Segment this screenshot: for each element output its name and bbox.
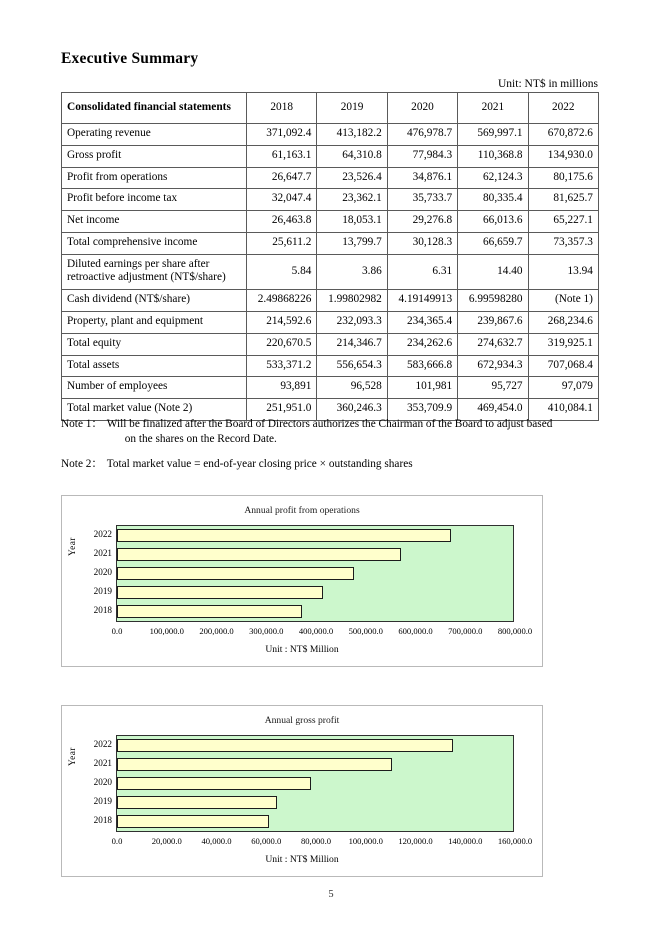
chart-y-tick-label: 2021 — [93, 757, 112, 768]
page-number: 5 — [328, 889, 334, 900]
table-row-label: Total equity — [62, 333, 247, 355]
table-cell: 556,654.3 — [317, 355, 387, 377]
table-cell: 214,346.7 — [317, 333, 387, 355]
table-cell: 413,182.2 — [317, 124, 387, 146]
table-row — [62, 333, 599, 355]
chart-x-tick-label: 700,000.0 — [448, 626, 483, 636]
table-row-label: Total comprehensive income — [62, 232, 247, 254]
table-header-year: 2022 — [528, 93, 598, 124]
table-cell: 14.40 — [458, 254, 528, 290]
chart-bar-row — [117, 545, 513, 564]
note-text: Total market value = end-of-year closing price × outstanding shares — [106, 457, 413, 470]
table-row — [62, 189, 599, 211]
chart-x-tick-label: 400,000.0 — [298, 626, 334, 636]
table-row-label: Diluted earnings per share after retroactive adjustment (NT$/share) — [62, 254, 247, 290]
table-cell: 66,659.7 — [458, 232, 528, 254]
table-cell: 274,632.7 — [458, 333, 528, 355]
table-cell: 5.84 — [247, 254, 317, 290]
chart-y-tick-label: 2020 — [93, 776, 112, 787]
table-cell: 220,670.5 — [247, 333, 317, 355]
chart-bar — [117, 567, 354, 579]
table-cell: 134,930.0 — [528, 145, 598, 167]
note-item — [61, 417, 601, 448]
chart-title: Annual gross profit — [264, 715, 340, 726]
chart-bar-row — [117, 602, 513, 621]
table-cell: 34,876.1 — [387, 167, 457, 189]
chart-bar — [117, 548, 401, 560]
chart-bar — [117, 605, 302, 617]
table-row — [62, 145, 599, 167]
table-cell: 6.31 — [387, 254, 457, 290]
table-cell: 29,276.8 — [387, 211, 457, 233]
note-label: Note 2： — [61, 457, 103, 470]
table-cell: 4.19149913 — [387, 290, 457, 312]
table-cell: 26,463.8 — [247, 211, 317, 233]
table-cell: 30,128.3 — [387, 232, 457, 254]
table-cell: 65,227.1 — [528, 211, 598, 233]
chart-x-tick-label: 40,000.0 — [201, 836, 232, 846]
table-cell: 73,357.3 — [528, 232, 598, 254]
chart-x-tick-label: 60,000.0 — [251, 836, 282, 846]
table-cell: 353,709.9 — [387, 399, 457, 421]
chart-y-axis-label: Year — [68, 537, 78, 556]
table-cell: 234,262.6 — [387, 333, 457, 355]
table-header-year: 2020 — [387, 93, 457, 124]
chart-bar — [117, 796, 277, 808]
table-cell: 1.99802982 — [317, 290, 387, 312]
page-title: Executive Summary — [61, 50, 199, 67]
chart-bar — [117, 815, 269, 827]
table-cell: 95,727 — [458, 377, 528, 399]
chart-bar-row — [117, 526, 513, 545]
table-cell: 268,234.6 — [528, 312, 598, 334]
chart-x-tick-label: 0.0 — [111, 626, 123, 636]
table-header-year: 2018 — [247, 93, 317, 124]
note-item — [61, 457, 601, 472]
table-cell: 232,093.3 — [317, 312, 387, 334]
table-row — [62, 254, 599, 290]
chart-annual-gross-profit — [61, 705, 543, 877]
chart-bar-row — [117, 736, 513, 755]
chart-y-tick-label: 2018 — [93, 604, 112, 615]
financial-summary-table — [61, 92, 598, 421]
table-cell: 533,371.2 — [247, 355, 317, 377]
chart-title: Annual profit from operations — [244, 505, 360, 516]
table-cell: 214,592.6 — [247, 312, 317, 334]
table-row-label: Profit from operations — [62, 167, 247, 189]
table-cell: 251,951.0 — [247, 399, 317, 421]
table-row-label: Cash dividend (NT$/share) — [62, 290, 247, 312]
chart-x-axis-label: Unit : NT$ Million — [265, 644, 339, 655]
table-cell: 410,084.1 — [528, 399, 598, 421]
table-header — [62, 93, 599, 124]
chart-bar-row — [117, 755, 513, 774]
consolidated-financial-statements-table — [61, 92, 599, 421]
table-cell: 81,625.7 — [528, 189, 598, 211]
table-cell: 360,246.3 — [317, 399, 387, 421]
table-row-label: Total assets — [62, 355, 247, 377]
chart-x-tick-label: 20,000.0 — [151, 836, 182, 846]
chart-bar — [117, 586, 323, 598]
chart-bar — [117, 777, 311, 789]
table-cell: 64,310.8 — [317, 145, 387, 167]
chart-y-tick-label: 2022 — [93, 738, 112, 749]
table-row — [62, 355, 599, 377]
table-cell: 13.94 — [528, 254, 598, 290]
chart-x-tick-label: 160,000.0 — [497, 836, 533, 846]
table-cell: 101,981 — [387, 377, 457, 399]
chart-bar — [117, 739, 453, 751]
table-cell: 35,733.7 — [387, 189, 457, 211]
chart-x-tick-label: 100,000.0 — [348, 836, 383, 846]
table-row-label: Property, plant and equipment — [62, 312, 247, 334]
table-header-year: 2021 — [458, 93, 528, 124]
table-cell: 2.49868226 — [247, 290, 317, 312]
table-row — [62, 377, 599, 399]
table-row-label: Gross profit — [62, 145, 247, 167]
chart-y-tick-label: 2018 — [93, 814, 112, 825]
table-row-label: Number of employees — [62, 377, 247, 399]
table-row — [62, 167, 599, 189]
table-cell: 371,092.4 — [247, 124, 317, 146]
table-row — [62, 232, 599, 254]
table-cell: 80,335.4 — [458, 189, 528, 211]
table-row-label: Total market value (Note 2) — [62, 399, 247, 421]
table-cell: 13,799.7 — [317, 232, 387, 254]
table-cell: 583,666.8 — [387, 355, 457, 377]
chart-x-tick-label: 300,000.0 — [249, 626, 284, 636]
table-header-year: 2019 — [317, 93, 387, 124]
table-cell: 3.86 — [317, 254, 387, 290]
table-cell: 672,934.3 — [458, 355, 528, 377]
chart-x-tick-label: 200,000.0 — [199, 626, 234, 636]
chart-bars — [117, 526, 513, 621]
table-cell: 239,867.6 — [458, 312, 528, 334]
chart-x-tick-label: 600,000.0 — [398, 626, 433, 636]
table-row — [62, 211, 599, 233]
table-notes — [61, 417, 601, 481]
table-cell: 670,872.6 — [528, 124, 598, 146]
table-cell: 18,053.1 — [317, 211, 387, 233]
chart-bars — [117, 736, 513, 831]
chart-plot-area — [116, 525, 514, 622]
table-cell: 62,124.3 — [458, 167, 528, 189]
table-cell: 469,454.0 — [458, 399, 528, 421]
table-cell: 97,079 — [528, 377, 598, 399]
chart-x-tick-label: 80,000.0 — [300, 836, 332, 846]
table-cell: 32,047.4 — [247, 189, 317, 211]
table-row — [62, 290, 599, 312]
chart-plot-area — [116, 735, 514, 832]
table-cell: 569,997.1 — [458, 124, 528, 146]
table-row-label: Operating revenue — [62, 124, 247, 146]
chart-x-tick-label: 120,000.0 — [398, 836, 433, 846]
chart-y-tick-label: 2019 — [93, 585, 112, 596]
table-row-label: Profit before income tax — [62, 189, 247, 211]
table-row — [62, 124, 599, 146]
chart-bar-row — [117, 774, 513, 793]
table-cell: 25,611.2 — [247, 232, 317, 254]
table-cell: 23,362.1 — [317, 189, 387, 211]
chart-y-tick-label: 2022 — [93, 528, 112, 539]
table-cell: 707,068.4 — [528, 355, 598, 377]
note-label: Note 1： — [61, 418, 103, 430]
chart-x-tick-label: 800,000.0 — [497, 626, 533, 636]
table-cell: 66,013.6 — [458, 211, 528, 233]
chart-x-tick-label: 0.0 — [111, 836, 123, 846]
chart-y-axis-label: Year — [68, 747, 78, 766]
table-cell: 77,984.3 — [387, 145, 457, 167]
table-cell: 319,925.1 — [528, 333, 598, 355]
chart-x-tick-label: 100,000.0 — [149, 626, 184, 636]
chart-bar — [117, 758, 392, 770]
chart-bar-row — [117, 564, 513, 583]
chart-y-tick-label: 2021 — [93, 547, 112, 558]
chart-x-tick-label: 500,000.0 — [348, 626, 383, 636]
chart-y-tick-label: 2019 — [93, 795, 112, 806]
chart-y-tick-label: 2020 — [93, 566, 112, 577]
table-cell: 6.99598280 — [458, 290, 528, 312]
note-text: Will be finalized after the Board of Directors authorizes the Chairman of the Board to adjust based on the shares on the Record Date. — [106, 418, 553, 446]
table-body — [62, 124, 599, 421]
table-header-row — [62, 93, 599, 124]
table-cell: 93,891 — [247, 377, 317, 399]
chart-bar-row — [117, 812, 513, 831]
table-row-label: Net income — [62, 211, 247, 233]
table-cell: (Note 1) — [528, 290, 598, 312]
chart-annual-profit-from-operations — [61, 495, 543, 667]
table-cell: 61,163.1 — [247, 145, 317, 167]
table-cell: 110,368.8 — [458, 145, 528, 167]
chart-x-axis-label: Unit : NT$ Million — [265, 854, 339, 865]
table-cell: 26,647.7 — [247, 167, 317, 189]
table-header-label: Consolidated financial statements — [62, 93, 247, 124]
chart-bar — [117, 529, 451, 541]
chart-bar-row — [117, 793, 513, 812]
table-unit-caption: Unit: NT$ in millions — [498, 78, 598, 90]
table-cell: 80,175.6 — [528, 167, 598, 189]
table-row — [62, 312, 599, 334]
chart-bar-row — [117, 583, 513, 602]
chart-x-tick-label: 140,000.0 — [448, 836, 483, 846]
table-cell: 23,526.4 — [317, 167, 387, 189]
table-cell: 96,528 — [317, 377, 387, 399]
table-cell: 234,365.4 — [387, 312, 457, 334]
table-cell: 476,978.7 — [387, 124, 457, 146]
